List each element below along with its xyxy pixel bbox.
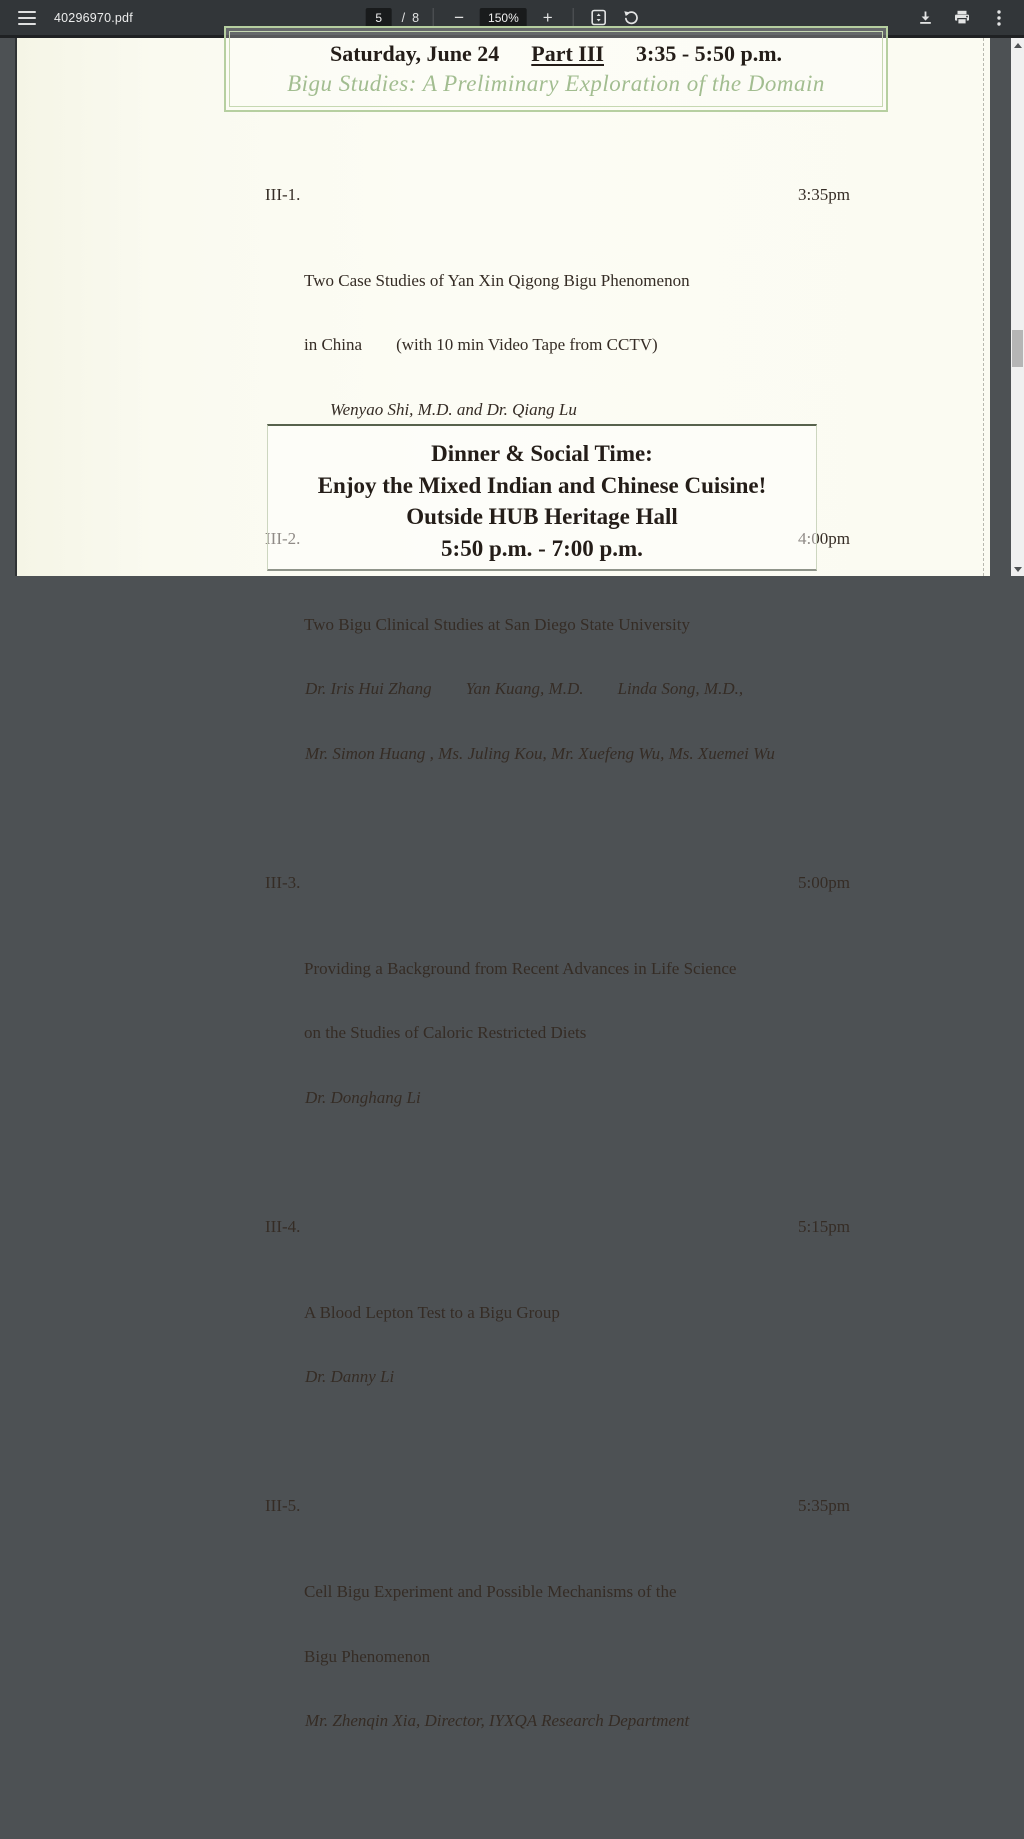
download-icon[interactable] bbox=[914, 7, 936, 29]
session-item-1 bbox=[265, 184, 865, 464]
session-subtitle: Bigu Studies: A Preliminary Exploration of the Domain bbox=[287, 71, 825, 96]
session-date: Saturday, June 24 bbox=[329, 41, 500, 66]
scroll-down-icon[interactable] bbox=[1011, 562, 1024, 576]
session-title-line: A Blood Lepton Test to a Bigu Group bbox=[304, 1302, 560, 1322]
dinner-line: Enjoy the Mixed Indian and Chinese Cuisine! bbox=[317, 472, 767, 498]
dinner-line: Outside HUB Heritage Hall bbox=[406, 504, 678, 529]
dinner-line: Dinner & Social Time: bbox=[431, 441, 653, 466]
session-time: 5:00pm bbox=[798, 872, 850, 892]
session-number: III-2. bbox=[265, 528, 301, 548]
session-title-line: Bigu Phenomenon bbox=[304, 1646, 431, 1666]
session-speakers-line: Dr. Iris Hui Zhang Yan Kuang, M.D. Linda Song, M.D., bbox=[305, 679, 744, 698]
session-item-4 bbox=[265, 1216, 865, 1431]
zoom-level-display: 150% bbox=[480, 8, 527, 28]
session-part-label: Part III bbox=[531, 41, 604, 66]
session-number: III-4. bbox=[265, 1216, 301, 1236]
document-filename: 40296970.pdf bbox=[54, 10, 133, 25]
zoom-in-button[interactable]: + bbox=[537, 6, 559, 30]
session-speakers-line: Mr. Simon Huang , Ms. Juling Kou, Mr. Xuefeng Wu, Ms. Xuemei Wu bbox=[305, 743, 775, 763]
session-time: 4:00pm bbox=[798, 528, 850, 548]
session-time: 5:15pm bbox=[798, 1216, 850, 1236]
session-header-line bbox=[226, 41, 886, 67]
session-title-line: Providing a Background from Recent Advances in Life Science bbox=[304, 958, 737, 978]
pdf-page bbox=[15, 38, 990, 1730]
session-number: III-3. bbox=[265, 872, 301, 892]
zoom-out-button[interactable]: − bbox=[448, 6, 470, 30]
session-speakers-line: Mr. Zhenqin Xia, Director, IYXQA Research Department bbox=[305, 1711, 690, 1730]
more-options-icon[interactable] bbox=[988, 7, 1010, 29]
page-count-label: / 8 bbox=[401, 10, 420, 25]
session-number: III-5. bbox=[265, 1496, 301, 1515]
menu-icon[interactable] bbox=[18, 11, 36, 25]
toolbar-divider bbox=[433, 8, 434, 27]
session-time: 5:35pm bbox=[798, 1496, 850, 1515]
session-item-3 bbox=[265, 872, 865, 1152]
dinner-announcement-box bbox=[267, 424, 817, 571]
session-speakers-line: Wenyao Shi, M.D. and Dr. Qiang Lu bbox=[330, 399, 577, 419]
session-time: 3:35pm bbox=[798, 184, 850, 204]
session-title-line: Two Case Studies of Yan Xin Qigong Bigu Phenomenon bbox=[304, 270, 690, 290]
scrollbar-thumb[interactable] bbox=[1012, 330, 1023, 367]
session-title-line: in China (with 10 min Video Tape from CCTV) bbox=[304, 335, 658, 354]
session-number: III-1. bbox=[265, 184, 301, 204]
session-title-line: on the Studies of Caloric Restricted Diets bbox=[304, 1023, 587, 1042]
vertical-scrollbar[interactable] bbox=[1011, 38, 1024, 576]
print-icon[interactable] bbox=[951, 7, 973, 29]
session-speakers-line: Dr. Donghang Li bbox=[305, 1087, 421, 1107]
session-title-line: Two Bigu Clinical Studies at San Diego State University bbox=[304, 614, 690, 634]
page-number-input[interactable] bbox=[366, 8, 392, 28]
session-speakers-line: Dr. Danny Li bbox=[305, 1367, 395, 1386]
session-list bbox=[265, 119, 865, 1839]
session-item-5 bbox=[265, 1495, 865, 1775]
toolbar-divider bbox=[573, 8, 574, 27]
scroll-up-icon[interactable] bbox=[1011, 38, 1024, 52]
session-title-line: Cell Bigu Experiment and Possible Mechanisms of the bbox=[304, 1582, 677, 1601]
dinner-line: 5:50 p.m. - 7:00 p.m. bbox=[441, 535, 643, 561]
pdf-viewport bbox=[0, 38, 1024, 1730]
session-time-range: 3:35 - 5:50 p.m. bbox=[636, 41, 783, 66]
session-header-box bbox=[224, 26, 888, 112]
